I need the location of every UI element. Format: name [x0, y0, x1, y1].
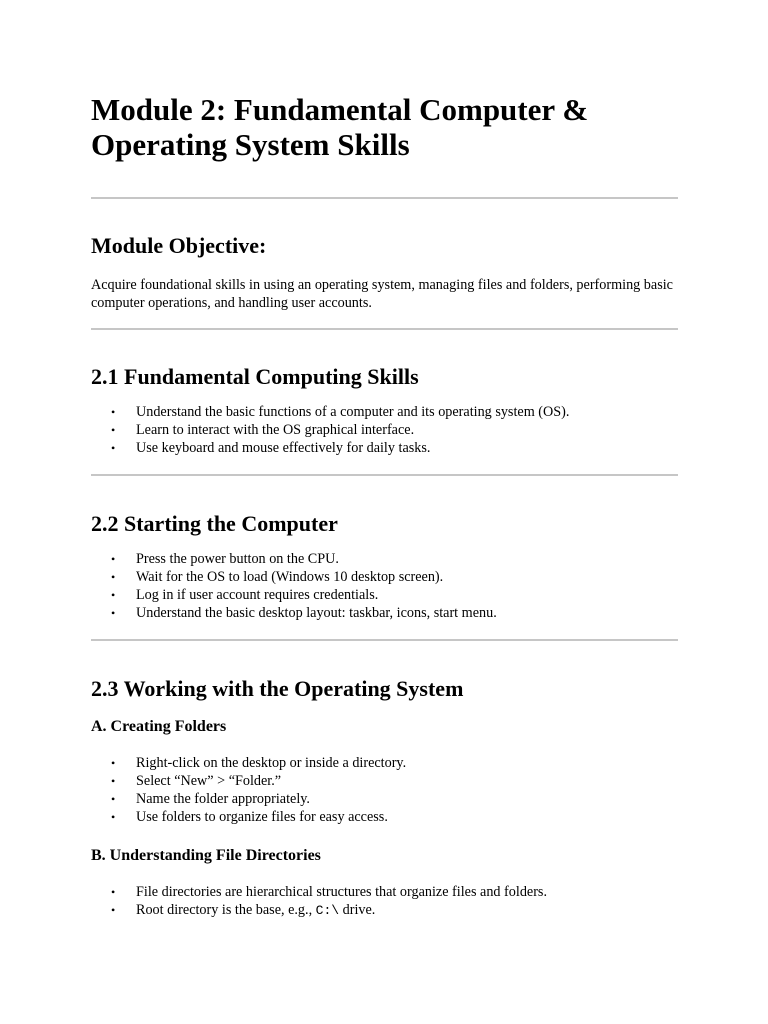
list-item — [91, 604, 678, 622]
divider — [91, 639, 678, 641]
list-item — [91, 883, 678, 901]
bullet-icon: • — [111, 774, 116, 788]
list-item — [91, 772, 678, 790]
list-item — [91, 754, 678, 772]
divider — [91, 328, 678, 330]
objective-text: Acquire foundational skills in using an operating system, managing files and folders, performing basic computer operations, and handling user accounts. — [91, 277, 673, 311]
list-item-text: Understand the basic functions of a computer and its operating system (OS). — [136, 404, 570, 420]
list-item-text: Name the folder appropriately. — [136, 791, 310, 807]
section-heading-2-2: 2.2 Starting the Computer — [91, 511, 338, 536]
list-item — [91, 790, 678, 808]
divider — [91, 197, 678, 199]
divider — [91, 474, 678, 476]
page-title: Module 2: Fundamental Computer & Operating System Skills — [91, 92, 589, 162]
list-item-text: Log in if user account requires credentials. — [136, 587, 379, 603]
list-item — [91, 421, 678, 439]
section-heading-2-1: 2.1 Fundamental Computing Skills — [91, 364, 419, 389]
list-item — [91, 568, 678, 586]
list-item-text: Select “New” > “Folder.” — [136, 773, 282, 789]
list-item-text: Use folders to organize files for easy access. — [136, 809, 388, 825]
list-item — [91, 403, 678, 421]
list-item-text: Wait for the OS to load (Windows 10 desktop screen). — [136, 569, 444, 585]
list-item-text: Press the power button on the CPU. — [136, 551, 339, 567]
bullet-icon: • — [111, 552, 116, 566]
list-item-text: Right-click on the desktop or inside a directory. — [136, 755, 407, 771]
list-item-text: Understand the basic desktop layout: taskbar, icons, start menu. — [136, 605, 497, 621]
list-item — [91, 439, 678, 457]
bullet-icon: • — [111, 792, 116, 806]
list-2-2 — [91, 550, 678, 622]
bullet-icon: • — [111, 903, 116, 917]
bullet-icon: • — [111, 885, 116, 899]
bullet-icon: • — [111, 441, 116, 455]
bullet-icon: • — [111, 606, 116, 620]
list-item-text-start: Root directory is the base, e.g., — [136, 902, 316, 918]
list-item — [91, 550, 678, 568]
bullet-icon: • — [111, 570, 116, 584]
objective-heading: Module Objective: — [91, 233, 267, 258]
list-2-3-b — [91, 883, 678, 920]
section-heading-2-3: 2.3 Working with the Operating System — [91, 676, 464, 701]
list-2-3-a — [91, 754, 678, 826]
inline-code: C:\ — [315, 903, 340, 918]
list-item-text: File directories are hierarchical structures that organize files and folders. — [136, 884, 548, 900]
document-content — [91, 92, 678, 920]
subsection-heading-b: B. Understanding File Directories — [91, 847, 321, 864]
list-item-text: Use keyboard and mouse effectively for daily tasks. — [136, 440, 431, 456]
list-item — [91, 586, 678, 604]
subsection-heading-a: A. Creating Folders — [91, 718, 227, 735]
bullet-icon: • — [111, 756, 116, 770]
bullet-icon: • — [111, 810, 116, 824]
bullet-icon: • — [111, 423, 116, 437]
bullet-icon: • — [111, 405, 116, 419]
bullet-icon: • — [111, 588, 116, 602]
list-item — [91, 901, 678, 920]
list-item — [91, 808, 678, 826]
list-item-text: Learn to interact with the OS graphical interface. — [136, 422, 415, 438]
list-item-text-end: drive. — [339, 902, 376, 918]
list-2-1 — [91, 403, 678, 457]
